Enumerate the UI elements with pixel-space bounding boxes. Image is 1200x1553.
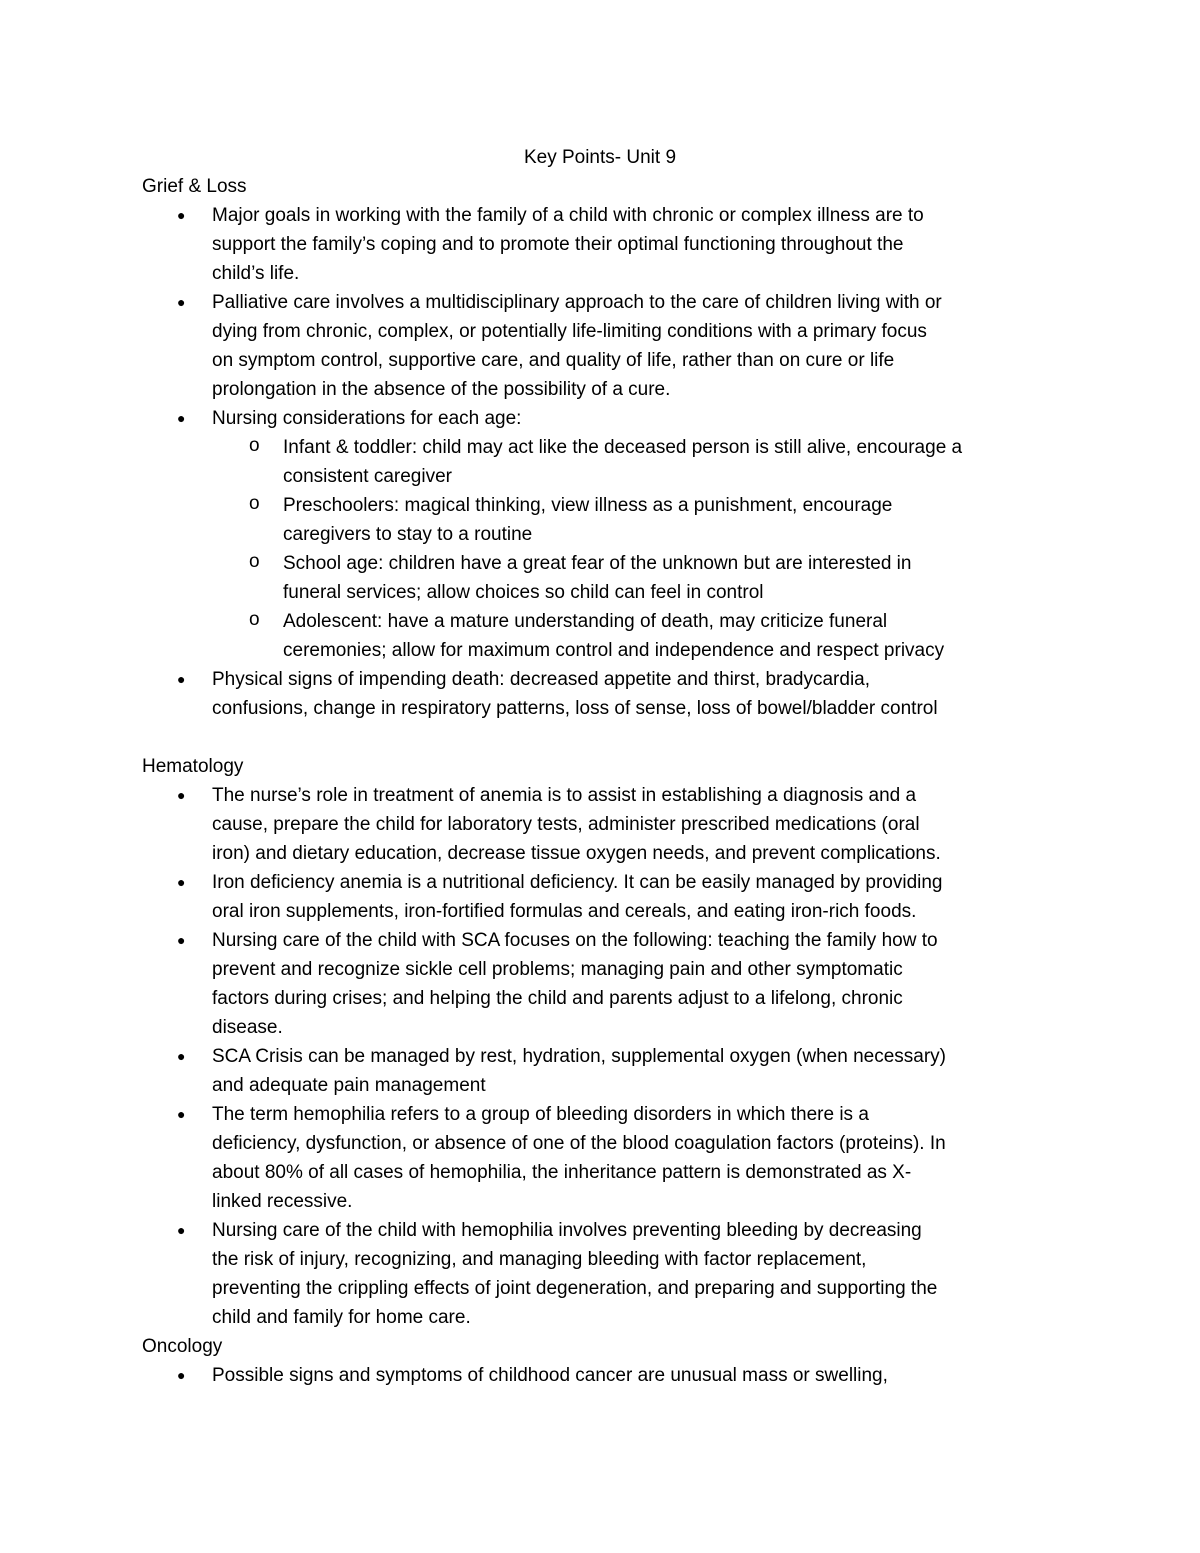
sub-bullet-icon: o [249, 493, 260, 514]
list-item-text: the risk of injury, recognizing, and managing bleeding with factor replacement, [212, 1249, 867, 1270]
list-item-text: confusions, change in respiratory patterns, loss of sense, loss of bowel/bladder control [212, 698, 938, 719]
list-item-line [0, 1013, 1200, 1042]
list-item-line [0, 1245, 1200, 1274]
list-item-text: child and family for home care. [212, 1307, 471, 1328]
list-item-text: Infant & toddler: child may act like the deceased person is still alive, encourage a [283, 437, 963, 458]
list-item-line [0, 317, 1200, 346]
list-item-line [0, 781, 1200, 810]
list-item-line [0, 839, 1200, 868]
list-item-text: preventing the crippling effects of joint degeneration, and preparing and supporting the [212, 1278, 938, 1299]
section-heading: Hematology [142, 756, 244, 777]
list-item-text: disease. [212, 1017, 283, 1038]
section-heading: Oncology [142, 1336, 223, 1357]
sub-bullet-icon: o [249, 435, 260, 456]
list-item-text: iron) and dietary education, decrease tissue oxygen needs, and prevent complications. [212, 843, 941, 864]
list-item-line [0, 230, 1200, 259]
blank-line [0, 723, 1200, 752]
list-item-text: oral iron supplements, iron-fortified formulas and cereals, and eating iron-rich foods. [212, 901, 917, 922]
sub-bullet-icon: o [249, 609, 260, 630]
list-item-line [0, 1158, 1200, 1187]
list-item-text: deficiency, dysfunction, or absence of one of the blood coagulation factors (proteins). In [212, 1133, 946, 1154]
list-item-text: The nurse’s role in treatment of anemia is to assist in establishing a diagnosis and a [212, 785, 917, 806]
bullet-icon: ● [177, 932, 186, 948]
bullet-icon: ● [177, 1222, 186, 1238]
list-item-line [0, 404, 1200, 433]
list-item-text: Adolescent: have a mature understanding of death, may criticize funeral [283, 611, 888, 632]
list-item-text: child’s life. [212, 263, 300, 284]
list-item-text: Nursing considerations for each age: [212, 408, 522, 429]
list-item-line [0, 636, 1200, 665]
bullet-icon: ● [177, 874, 186, 890]
list-item-line [0, 1071, 1200, 1100]
list-item-line [0, 433, 1200, 462]
list-item-line [0, 984, 1200, 1013]
list-item-line [0, 1129, 1200, 1158]
list-item-text: linked recessive. [212, 1191, 353, 1212]
list-item-text: on symptom control, supportive care, and quality of life, rather than on cure or life [212, 350, 895, 371]
section-heading: Grief & Loss [142, 176, 247, 197]
list-item-line [0, 346, 1200, 375]
list-item-line [0, 462, 1200, 491]
list-item-text: consistent caregiver [283, 466, 452, 487]
list-item-text: Preschoolers: magical thinking, view illness as a punishment, encourage [283, 495, 893, 516]
list-item-text: Nursing care of the child with SCA focuses on the following: teaching the family how to [212, 930, 938, 951]
list-item-line [0, 1042, 1200, 1071]
list-item-text: funeral services; allow choices so child can feel in control [283, 582, 764, 603]
list-item-line [0, 1274, 1200, 1303]
list-item-text: about 80% of all cases of hemophilia, the inheritance pattern is demonstrated as X- [212, 1162, 912, 1183]
list-item-text: Physical signs of impending death: decreased appetite and thirst, bradycardia, [212, 669, 871, 690]
list-item-line [0, 897, 1200, 926]
bullet-icon: ● [177, 1367, 186, 1383]
list-item-text: cause, prepare the child for laboratory tests, administer prescribed medications (oral [212, 814, 920, 835]
list-item-text: Major goals in working with the family of a child with chronic or complex illness are to [212, 205, 924, 226]
list-item-text: support the family’s coping and to promote their optimal functioning throughout the [212, 234, 904, 255]
list-item-text: and adequate pain management [212, 1075, 486, 1096]
bullet-icon: ● [177, 410, 186, 426]
list-item-line [0, 578, 1200, 607]
list-item-text: dying from chronic, complex, or potentially life-limiting conditions with a primary focus [212, 321, 927, 342]
bullet-icon: ● [177, 207, 186, 223]
list-item-line [0, 1216, 1200, 1245]
bullet-icon: ● [177, 787, 186, 803]
list-item-line [0, 375, 1200, 404]
bullet-icon: ● [177, 294, 186, 310]
list-item-text: Palliative care involves a multidisciplinary approach to the care of children living with or [212, 292, 942, 313]
list-item-line [0, 607, 1200, 636]
list-item-line [0, 665, 1200, 694]
list-item-text: prolongation in the absence of the possibility of a cure. [212, 379, 671, 400]
list-item-text: factors during crises; and helping the child and parents adjust to a lifelong, chronic [212, 988, 903, 1009]
list-item-text: SCA Crisis can be managed by rest, hydration, supplemental oxygen (when necessary) [212, 1046, 946, 1067]
list-item-line [0, 955, 1200, 984]
list-item-line [0, 491, 1200, 520]
page-title: Key Points- Unit 9 [523, 147, 677, 168]
document-page [0, 143, 1200, 1390]
list-item-text: The term hemophilia refers to a group of bleeding disorders in which there is a [212, 1104, 869, 1125]
bullet-icon: ● [177, 671, 186, 687]
list-item-line [0, 694, 1200, 723]
list-item-line [0, 926, 1200, 955]
list-item-text: ceremonies; allow for maximum control and independence and respect privacy [283, 640, 945, 661]
list-item-text: Possible signs and symptoms of childhood cancer are unusual mass or swelling, [212, 1365, 888, 1386]
list-item-line [0, 201, 1200, 230]
sub-bullet-icon: o [249, 551, 260, 572]
list-item-line [0, 1361, 1200, 1390]
bullet-icon: ● [177, 1106, 186, 1122]
bullet-icon: ● [177, 1048, 186, 1064]
list-item-text: Iron deficiency anemia is a nutritional deficiency. It can be easily managed by providing [212, 872, 943, 893]
list-item-text: School age: children have a great fear of the unknown but are interested in [283, 553, 912, 574]
list-item-line [0, 259, 1200, 288]
list-item-line [0, 1303, 1200, 1332]
list-item-text: Nursing care of the child with hemophilia involves preventing bleeding by decreasing [212, 1220, 922, 1241]
list-item-text: caregivers to stay to a routine [283, 524, 533, 545]
list-item-line [0, 1187, 1200, 1216]
list-item-line [0, 520, 1200, 549]
list-item-line [0, 810, 1200, 839]
list-item-text: prevent and recognize sickle cell problems; managing pain and other symptomatic [212, 959, 903, 980]
list-item-line [0, 549, 1200, 578]
list-item-line [0, 288, 1200, 317]
list-item-line [0, 1100, 1200, 1129]
list-item-line [0, 868, 1200, 897]
